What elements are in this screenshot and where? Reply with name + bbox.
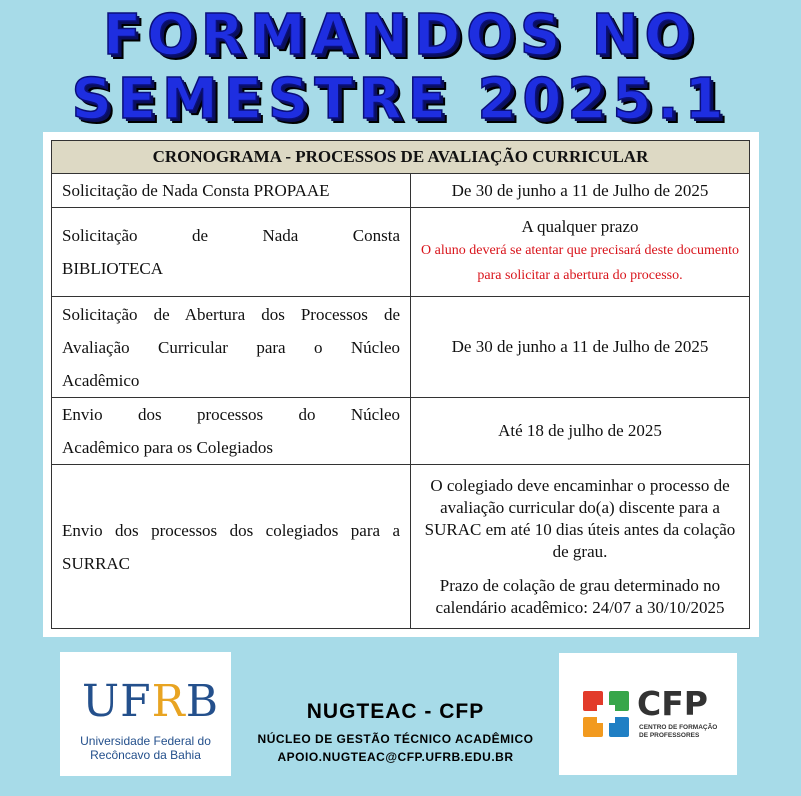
cfp-logo-icon xyxy=(581,689,631,739)
ufrb-name-line-1: Universidade Federal do xyxy=(80,734,211,748)
table-header: CRONOGRAMA - PROCESSOS DE AVALIAÇÃO CURRICULAR xyxy=(52,141,750,174)
row-3-step-line-3: Acadêmico xyxy=(62,370,140,390)
row-5-step-line-1: Envio dos processos dos colegiados para a xyxy=(62,520,400,540)
row-2-step-line-1: Solicitação de Nada Consta xyxy=(62,226,400,245)
table-row xyxy=(52,465,750,629)
nugteac-title: NUGTEAC - CFP xyxy=(306,700,485,723)
row-3-step-line-2: Avaliação Curricular para o Núcleo xyxy=(62,337,400,357)
nugteac-subtitle: NÚCLEO DE GESTÃO TÉCNICO ACADÊMICO xyxy=(257,732,534,746)
table-row xyxy=(52,297,750,398)
row-2-step xyxy=(52,208,411,297)
cfp-subtitle-line-1: CENTRO DE FORMAÇÃO xyxy=(639,724,718,731)
row-1-step: Solicitação de Nada Consta PROPAAE xyxy=(52,174,411,208)
ufrb-name xyxy=(60,734,231,762)
row-2-note: O aluno deverá se atentar que precisará deste documento para solicitar a abertura do processo. xyxy=(421,243,739,283)
row-3-date: De 30 de junho a 11 de Julho de 2025 xyxy=(411,297,750,398)
row-3-step-line-1: Solicitação de Abertura dos Processos de xyxy=(62,304,400,324)
row-5-date xyxy=(411,465,750,629)
title-line-1: FORMANDOS NO xyxy=(102,3,699,68)
nugteac-email: APOIO.NUGTEAC@CFP.UFRB.EDU.BR xyxy=(277,750,514,764)
ufrb-name-line-2: Recôncavo da Bahia xyxy=(90,748,201,762)
row-5-step-line-2: SURRAC xyxy=(62,553,131,573)
ufrb-logo-icon xyxy=(82,676,220,727)
row-5-date-text-1: O colegiado deve encaminhar o processo de avaliação curricular do(a) discente para a SURAC em até 10 dias úteis antes da colação de grau. xyxy=(424,475,736,561)
row-4-step xyxy=(52,398,411,465)
title-line-2: SEMESTRE 2025.1 xyxy=(71,67,730,132)
row-4-step-line-1: Envio dos processos do Núcleo xyxy=(62,405,400,424)
table-header-row xyxy=(52,141,750,174)
cfp-logo xyxy=(559,653,737,775)
row-2-step-line-2: BIBLIOTECA xyxy=(62,259,164,278)
schedule-table xyxy=(51,140,750,629)
row-5-step xyxy=(52,465,411,629)
cfp-subtitle xyxy=(639,724,729,740)
table-row xyxy=(52,174,750,208)
row-4-date: Até 18 de julho de 2025 xyxy=(411,398,750,465)
table-row xyxy=(52,208,750,297)
table-row xyxy=(52,398,750,465)
schedule-panel xyxy=(43,132,759,637)
row-4-step-line-2: Acadêmico para os Colegiados xyxy=(62,438,274,457)
row-2-date-text: A qualquer prazo xyxy=(521,217,639,236)
ufrb-mark-text: UFRB xyxy=(82,676,220,727)
row-1-date: De 30 de junho a 11 de Julho de 2025 xyxy=(411,174,750,208)
row-5-date-text-2: Prazo de colação de grau determinado no calendário acadêmico: 24/07 a 30/10/2025 xyxy=(435,575,725,617)
row-2-date xyxy=(411,208,750,297)
cfp-word: CFP xyxy=(637,684,708,723)
cfp-subtitle-line-2: DE PROFESSORES xyxy=(639,732,700,739)
row-3-step xyxy=(52,297,411,398)
ufrb-logo xyxy=(60,652,231,776)
